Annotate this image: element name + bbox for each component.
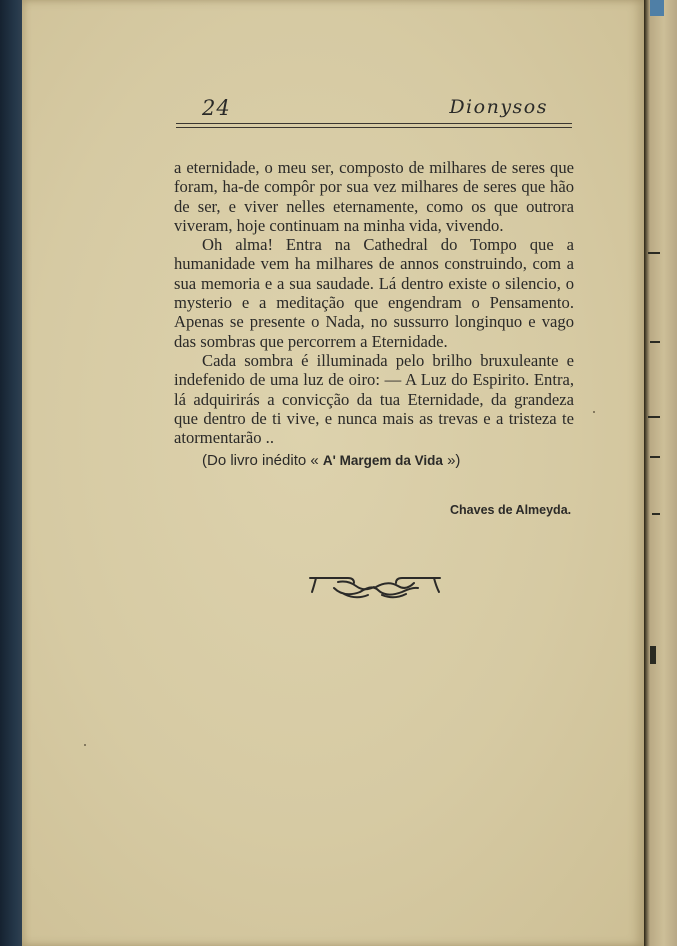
paper-speck <box>84 744 86 746</box>
author-signature: Chaves de Almeyda. <box>450 503 572 517</box>
source-prefix: (Do livro inédito « <box>202 452 319 469</box>
binding-tab <box>650 0 664 16</box>
book-title: A' Margem da Vida <box>322 453 443 468</box>
paragraph-1: a eternidade, o meu ser, composto de milhares de seres que foram, ha-de compôr por sua vez milhares de seres que hão de ser, e viver nelles eternamente, como os que outrora viveram, hoje continuam na minha vida, vivendo. <box>174 158 574 235</box>
source-note <box>202 452 460 469</box>
edge-mark <box>650 646 656 664</box>
journal-title: Dionysos <box>449 96 548 118</box>
edge-mark <box>648 416 660 418</box>
paragraph-3: Cada sombra é illuminada pelo brilho bruxuleante e indefenido de uma luz de oiro: — A Luz do Espirito. Entra, lá adquirirás a convicção da tua Eternidade, da grandeza que dentro de ti vive, e nunca mais as trevas e a tristeza te atormentarão .. <box>174 350 574 448</box>
source-suffix: ») <box>447 452 461 469</box>
running-head <box>176 96 572 124</box>
article-body <box>174 158 574 447</box>
page-number: 24 <box>202 96 231 120</box>
edge-mark <box>650 341 660 343</box>
edge-mark <box>652 513 660 515</box>
edge-mark <box>650 456 660 458</box>
edge-mark <box>648 252 660 254</box>
tailpiece-ornament-icon <box>308 570 442 604</box>
book-page <box>22 0 644 946</box>
header-double-rule <box>176 123 572 130</box>
paper-speck <box>593 411 595 413</box>
paragraph-2: Oh alma! Entra na Cathedral do Tompo que a humanidade vem ha milhares de annos construindo, com a sua memoria e a sua saudade. Lá dentro existe o silencio, o mysterio e a meditação que engendram o Pensamento. Apenas se presente o Nada, no sussurro longinquo e vago das sombras que percorrem a Eternidade. <box>174 235 574 351</box>
adjacent-page-edge <box>644 0 677 946</box>
scan-background-left <box>0 0 22 946</box>
